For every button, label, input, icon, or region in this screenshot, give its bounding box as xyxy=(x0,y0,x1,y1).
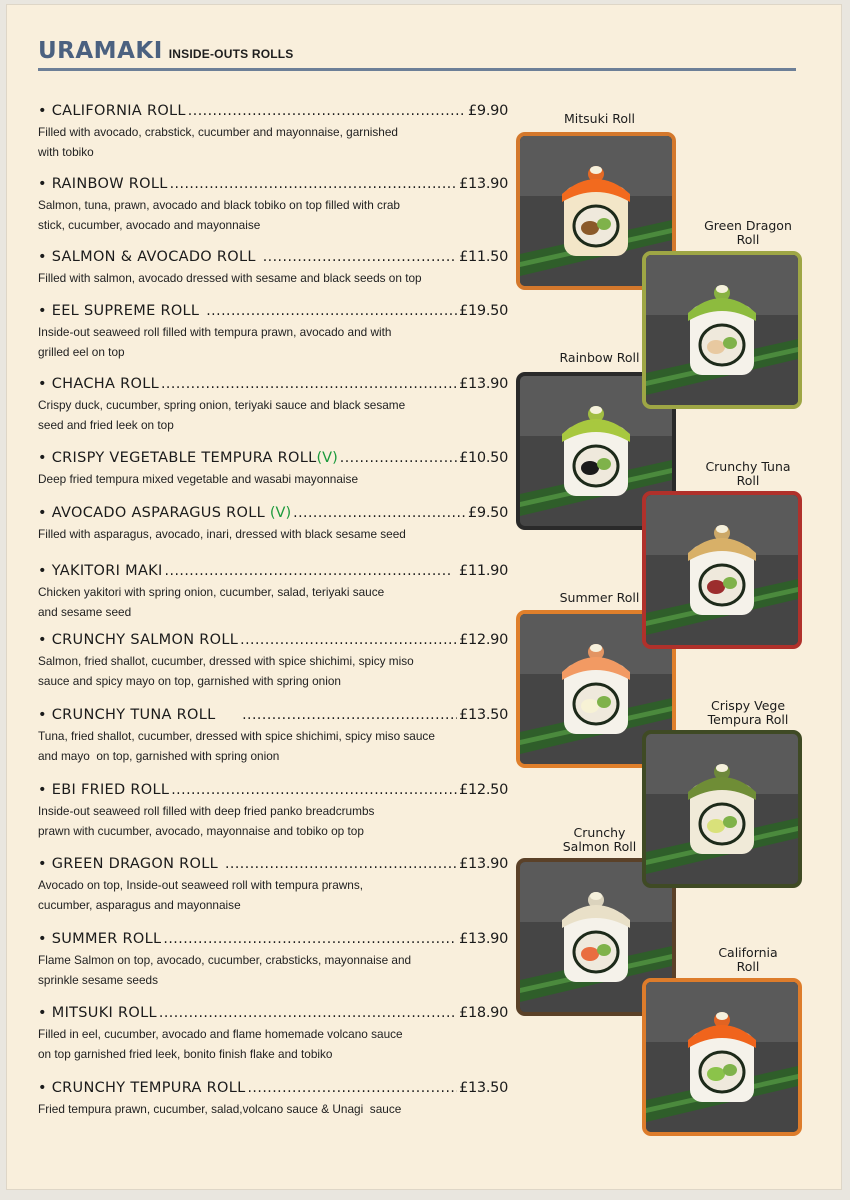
menu-item xyxy=(38,302,508,362)
item-price: £12.50 xyxy=(459,782,508,798)
description-line: Avocado on top, Inside-out seaweed roll with tempura prawns, xyxy=(38,878,364,892)
description-line: and mayo on top, garnished with spring onion xyxy=(38,749,280,763)
caption-line: Summer Roll xyxy=(559,590,640,605)
menu-item xyxy=(38,1079,508,1119)
description-line: Fried tempura prawn, cucumber, salad,volcano sauce & Unagi sauce xyxy=(38,1102,402,1116)
item-description xyxy=(38,524,500,544)
photo-caption xyxy=(688,460,808,488)
description-line: Filled with salmon, avocado dressed with sesame and black seeds on top xyxy=(38,271,422,285)
description-line: Tuna, fried shallot, cucumber, dressed with spice shichimi, spicy miso sauce xyxy=(38,729,435,743)
item-name: • AVOCADO ASPARAGUS ROLL xyxy=(38,505,270,521)
item-description xyxy=(38,801,500,841)
description-line: Filled in eel, cucumber, avocado and flame homemade volcano sauce xyxy=(38,1027,403,1041)
description-line: Inside-out seaweed roll filled with tempura prawn, avocado and with xyxy=(38,325,392,339)
menu-item xyxy=(38,562,508,622)
caption-line: Crispy Vege xyxy=(710,698,786,713)
menu-item xyxy=(38,375,508,435)
menu-item xyxy=(38,781,508,841)
description-line: on top garnished fried leek, bonito finish flake and tobiko xyxy=(38,1047,333,1061)
photo-caption xyxy=(688,219,808,247)
item-price: £11.90 xyxy=(454,563,508,579)
description-line: and sesame seed xyxy=(38,605,132,619)
menu-item xyxy=(38,248,508,288)
caption-line: Roll xyxy=(736,959,760,974)
description-line: cucumber, asparagus and mayonnaise xyxy=(38,898,241,912)
menu-item xyxy=(38,1004,508,1064)
description-line: sauce and spicy mayo on top, garnished with spring onion xyxy=(38,674,341,688)
item-description xyxy=(38,195,500,235)
menu-item-line xyxy=(38,930,508,948)
item-name: • EBI FRIED ROLL xyxy=(38,782,170,798)
photo-caption xyxy=(688,946,808,974)
dot-leader xyxy=(240,631,457,649)
item-price: £13.50 xyxy=(459,1080,508,1096)
item-name: • SALMON & AVOCADO ROLL xyxy=(38,249,261,265)
item-name: • YAKITORI MAKI xyxy=(38,563,163,579)
dot-leader xyxy=(171,781,457,799)
menu-item-line xyxy=(38,504,508,522)
caption-line: Mitsuki Roll xyxy=(564,111,635,126)
dot-leader xyxy=(170,175,457,193)
item-name: • MITSUKI ROLL xyxy=(38,1005,157,1021)
section-header xyxy=(38,38,294,64)
vegetarian-badge: (V) xyxy=(269,505,292,521)
menu-item-line xyxy=(38,706,508,724)
description-line: with tobiko xyxy=(38,145,94,159)
photo-caption xyxy=(688,699,808,727)
item-price: £13.90 xyxy=(459,931,508,947)
description-line: sprinkle sesame seeds xyxy=(38,973,158,987)
menu-item-line xyxy=(38,1004,508,1022)
item-price: £13.50 xyxy=(459,707,508,723)
item-price: £19.50 xyxy=(459,303,508,319)
description-line: Deep fried tempura mixed vegetable and wasabi mayonnaise xyxy=(38,472,359,486)
item-description xyxy=(38,651,500,691)
dot-leader xyxy=(188,102,466,120)
menu-item-line xyxy=(38,631,508,649)
menu-item-line xyxy=(38,449,508,467)
vegetarian-badge: (V) xyxy=(316,450,338,466)
menu-item xyxy=(38,175,508,235)
dot-leader xyxy=(165,562,453,580)
item-name: • CHACHA ROLL xyxy=(38,376,159,392)
dot-leader xyxy=(340,449,457,467)
item-description xyxy=(38,950,500,990)
section-title: URAMAKI xyxy=(38,38,163,64)
dot-leader xyxy=(293,504,466,522)
header-divider xyxy=(38,68,796,71)
menu-item-line xyxy=(38,562,508,580)
item-description xyxy=(38,268,500,288)
item-name: • GREEN DRAGON ROLL xyxy=(38,856,223,872)
dot-leader xyxy=(242,706,457,724)
description-line: grilled eel on top xyxy=(38,345,125,359)
item-name: • SUMMER ROLL xyxy=(38,931,162,947)
menu-item-line xyxy=(38,1079,508,1097)
dot-leader xyxy=(247,1079,457,1097)
description-line: Flame Salmon on top, avocado, cucumber, crabsticks, mayonnaise and xyxy=(38,953,412,967)
dot-leader xyxy=(163,930,457,948)
caption-line: California xyxy=(718,945,778,960)
menu-item-line xyxy=(38,781,508,799)
item-price: £18.90 xyxy=(459,1005,508,1021)
photo-caption xyxy=(517,112,682,126)
description-line: seed and fried leek on top xyxy=(38,418,174,432)
menu-item xyxy=(38,504,508,544)
item-price: £9.50 xyxy=(467,505,508,521)
item-price: £11.50 xyxy=(459,249,508,265)
item-description xyxy=(38,1099,500,1119)
item-description xyxy=(38,469,500,489)
menu-item-line xyxy=(38,855,508,873)
sushi-photo xyxy=(642,251,802,409)
item-price: £13.90 xyxy=(459,176,508,192)
caption-line: Crunchy xyxy=(573,825,626,840)
item-name: • EEL SUPREME ROLL xyxy=(38,303,205,319)
description-line: prawn with cucumber, avocado, mayonnaise and tobiko op top xyxy=(38,824,364,838)
menu-item-line xyxy=(38,102,508,120)
menu-item xyxy=(38,930,508,990)
caption-line: Salmon Roll xyxy=(562,839,637,854)
item-price: £10.50 xyxy=(459,450,508,466)
caption-line: Roll xyxy=(736,232,760,247)
description-line: Inside-out seaweed roll filled with deep fried panko breadcrumbs xyxy=(38,804,375,818)
menu-item-line xyxy=(38,302,508,320)
menu-item xyxy=(38,449,508,489)
item-price: £13.90 xyxy=(459,856,508,872)
menu-item-line xyxy=(38,248,508,266)
dot-leader xyxy=(206,302,457,320)
item-name: • CRUNCHY TUNA ROLL xyxy=(38,707,241,723)
item-description xyxy=(38,1024,500,1064)
caption-line: Rainbow Roll xyxy=(559,350,640,365)
menu-item xyxy=(38,631,508,691)
menu-item-line xyxy=(38,375,508,393)
item-price: £12.90 xyxy=(459,632,508,648)
description-line: stick, cucumber, avocado and mayonnaise xyxy=(38,218,261,232)
item-price: £9.90 xyxy=(467,103,508,119)
menu-item xyxy=(38,102,508,162)
item-name: • CRUNCHY SALMON ROLL xyxy=(38,632,239,648)
item-description xyxy=(38,875,500,915)
menu-item xyxy=(38,706,508,766)
caption-line: Green Dragon xyxy=(704,218,792,233)
menu-item-line xyxy=(38,175,508,193)
dot-leader xyxy=(161,375,457,393)
menu-item xyxy=(38,855,508,915)
item-description xyxy=(38,322,500,362)
item-name: • RAINBOW ROLL xyxy=(38,176,168,192)
sushi-photo xyxy=(642,730,802,888)
sushi-photo xyxy=(642,978,802,1136)
description-line: Filled with asparagus, avocado, inari, dressed with black sesame seed xyxy=(38,527,406,541)
caption-line: Tempura Roll xyxy=(707,712,789,727)
item-name: • CRUNCHY TEMPURA ROLL xyxy=(38,1080,246,1096)
section-subtitle: INSIDE-OUTS ROLLS xyxy=(168,47,294,61)
dot-leader xyxy=(263,248,457,266)
description-line: Salmon, fried shallot, cucumber, dressed with spice shichimi, spicy miso xyxy=(38,654,414,668)
caption-line: Crunchy Tuna xyxy=(705,459,791,474)
item-description xyxy=(38,122,500,162)
description-line: Salmon, tuna, prawn, avocado and black tobiko on top filled with crab xyxy=(38,198,400,212)
dot-leader xyxy=(159,1004,457,1022)
item-name: • CALIFORNIA ROLL xyxy=(38,103,186,119)
caption-line: Roll xyxy=(736,473,760,488)
item-price: £13.90 xyxy=(459,376,508,392)
item-description xyxy=(38,395,500,435)
item-description xyxy=(38,726,500,766)
description-line: Chicken yakitori with spring onion, cucumber, salad, teriyaki sauce xyxy=(38,585,385,599)
dot-leader xyxy=(225,855,457,873)
item-description xyxy=(38,582,500,622)
item-name: • CRISPY VEGETABLE TEMPURA ROLL xyxy=(38,450,317,466)
sushi-photo xyxy=(642,491,802,649)
description-line: Filled with avocado, crabstick, cucumber and mayonnaise, garnished xyxy=(38,125,398,139)
description-line: Crispy duck, cucumber, spring onion, teriyaki sauce and black sesame xyxy=(38,398,406,412)
